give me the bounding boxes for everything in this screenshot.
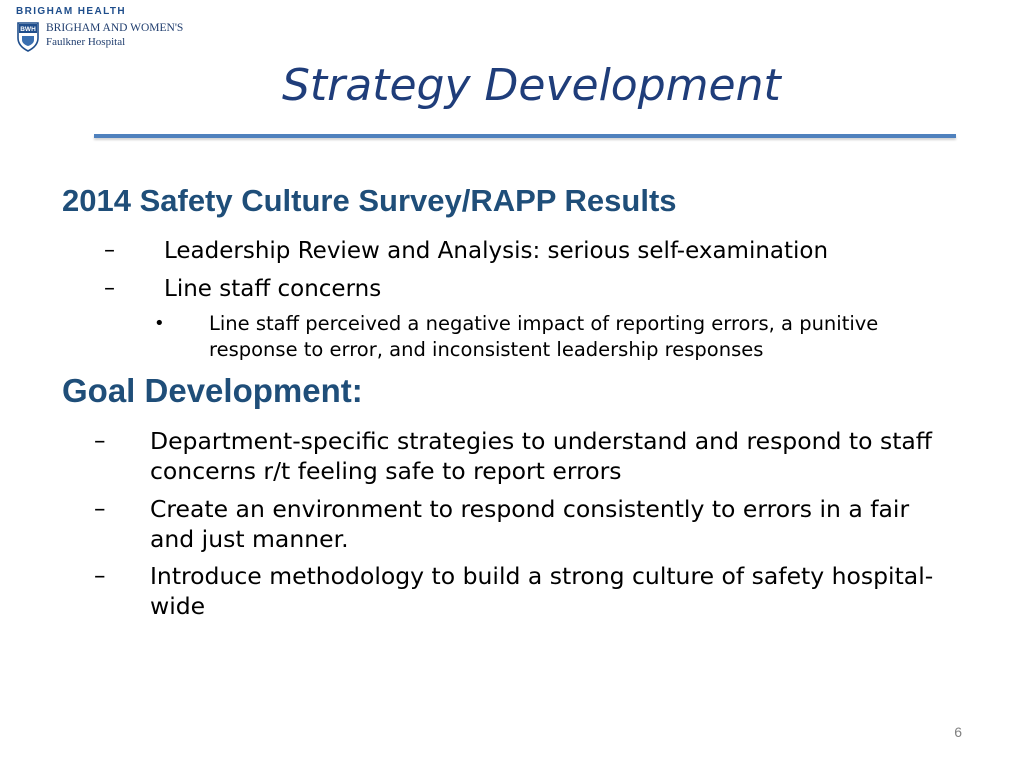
logo-name-line1: BRIGHAM AND WOMEN'S	[46, 22, 184, 34]
title-divider	[94, 134, 956, 138]
dash-marker: –	[94, 428, 106, 454]
shield-icon	[17, 22, 39, 52]
page-number: 6	[954, 724, 962, 740]
slide-title: Strategy Development	[282, 60, 781, 111]
dash-marker: –	[104, 238, 115, 263]
list-item-create-environment: Create an environment to respond consistently to errors in a fair and just manner.	[150, 495, 910, 553]
list-item-department-strategies: Department-specific strategies to understand and respond to staff concerns r/t feeling safe to report errors	[150, 427, 932, 485]
bullet-marker: •	[154, 313, 165, 334]
dash-marker: –	[104, 276, 115, 301]
section-heading-goal-development: Goal Development:	[62, 372, 363, 409]
dash-marker: –	[94, 496, 106, 522]
list-item-leadership-review: Leadership Review and Analysis: serious self-examination	[164, 238, 829, 264]
section-heading-survey-results: 2014 Safety Culture Survey/RAPP Results	[62, 183, 677, 218]
logo-hospital-name	[46, 21, 183, 49]
logo-name-line2: Faulkner Hospital	[46, 36, 126, 48]
list-item-line-staff-concerns: Line staff concerns	[164, 276, 382, 302]
sub-list-item-negative-impact: Line staff perceived a negative impact of reporting errors, a punitive response to error, and inconsistent leadership responses	[209, 312, 879, 361]
hospital-logo	[14, 6, 214, 56]
shield-text: BWH	[20, 26, 36, 33]
logo-brand-text: BRIGHAM HEALTH	[16, 6, 126, 17]
dash-marker: –	[94, 563, 106, 589]
list-item-introduce-methodology: Introduce methodology to build a strong culture of safety hospital-wide	[150, 562, 934, 620]
